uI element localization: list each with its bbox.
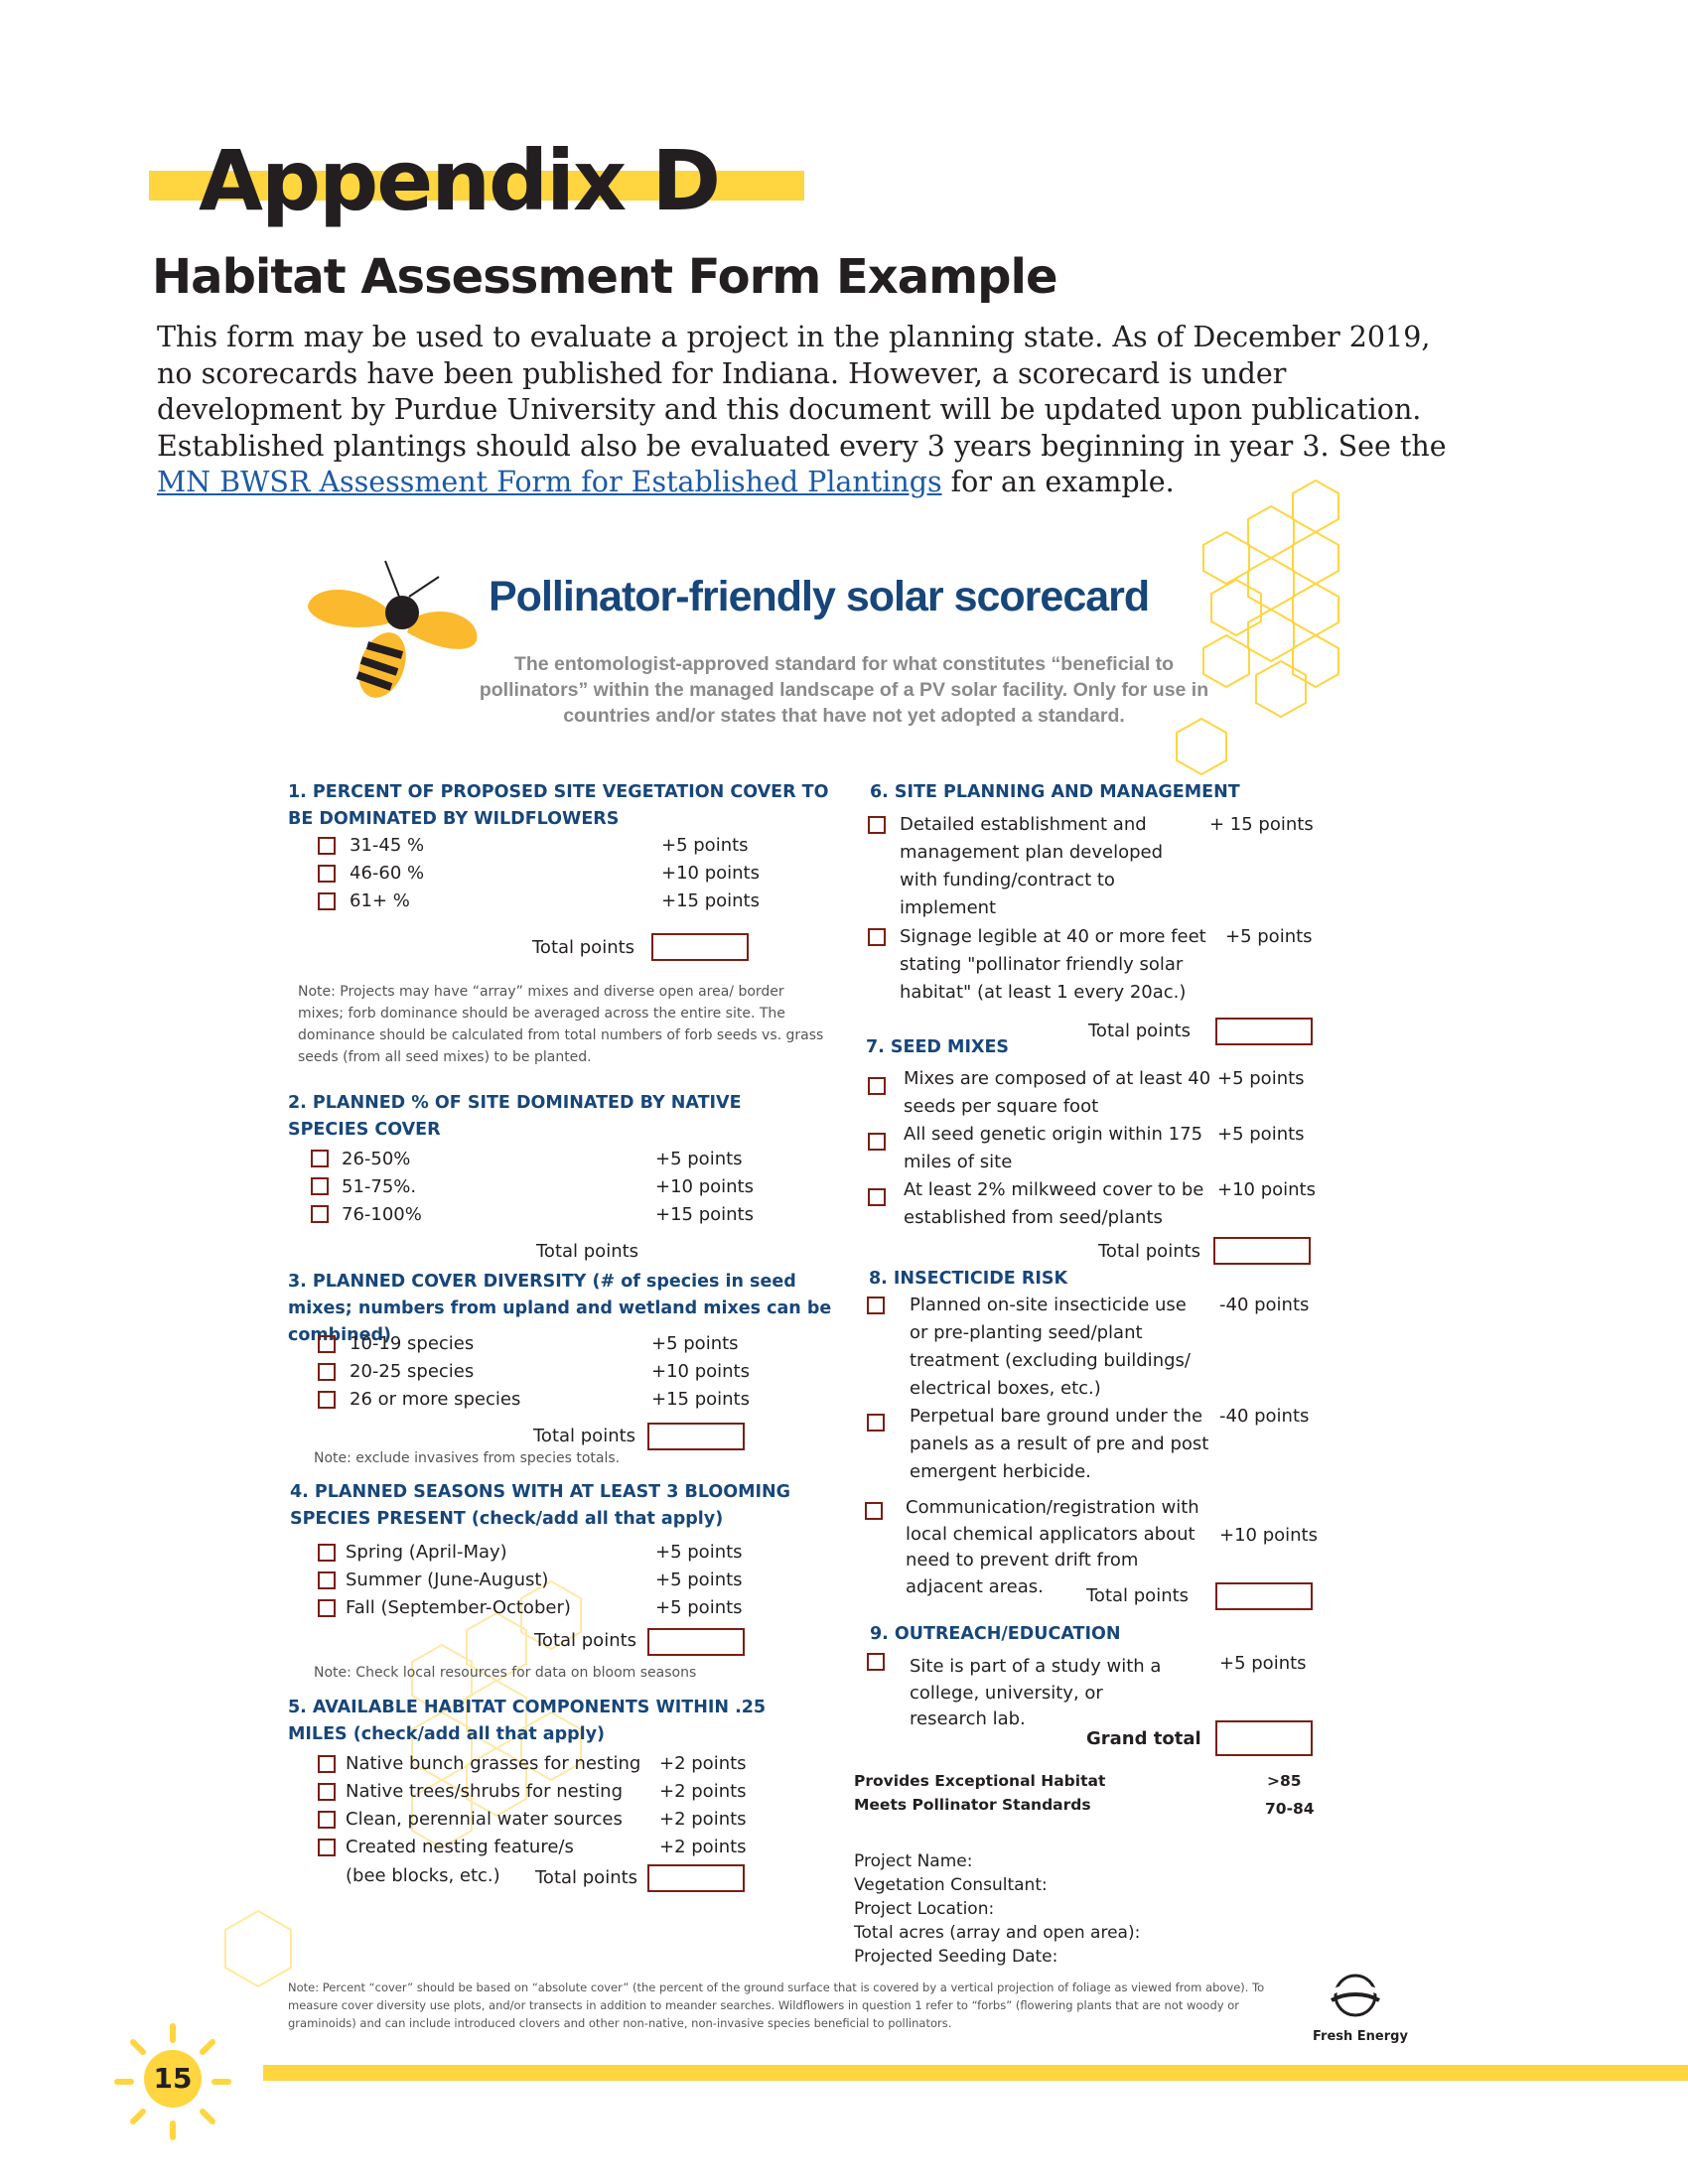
item-label: Clean, perennial water sources — [346, 1809, 623, 1830]
intro-end: for an example. — [941, 466, 1175, 498]
section-7-title: 7. SEED MIXES — [866, 1037, 1010, 1057]
item-label: 76-100% — [342, 1204, 422, 1225]
item-label: Created nesting feature/s — [346, 1837, 574, 1857]
item-points: + 15 points — [1209, 814, 1314, 835]
item-label: 61+ % — [350, 890, 410, 911]
item-label: 26-50% — [342, 1149, 411, 1169]
item-points: +10 points — [655, 1176, 754, 1197]
total-points-label: Total points — [1088, 1021, 1192, 1041]
scorecard-title: Pollinator-friendly solar scorecard — [489, 573, 1150, 620]
item-points: +10 points — [1219, 1525, 1318, 1546]
page-title: Appendix D — [199, 132, 720, 229]
total-points-box[interactable] — [1215, 1018, 1313, 1045]
checkbox[interactable] — [868, 816, 886, 834]
item-points: +5 points — [655, 1542, 743, 1563]
section-9-title: 9. OUTREACH/EDUCATION — [870, 1624, 1121, 1644]
project-name-field: Project Name: — [854, 1851, 973, 1871]
checkbox[interactable] — [318, 1783, 336, 1801]
item-points: +10 points — [1217, 1179, 1316, 1200]
rating-value: 70-84 — [1265, 1800, 1315, 1818]
item-label-extra: (bee blocks, etc.) — [346, 1865, 500, 1886]
total-points-box[interactable] — [1213, 1237, 1311, 1265]
total-points-box[interactable] — [647, 1864, 745, 1892]
checkbox[interactable] — [868, 1188, 886, 1206]
item-label: Spring (April-May) — [346, 1542, 507, 1563]
checkbox[interactable] — [318, 1363, 336, 1381]
section-1-title: 1. PERCENT OF PROPOSED SITE VEGETATION COVER TO BE DOMINATED BY WILDFLOWERS — [288, 782, 829, 829]
checkbox[interactable] — [311, 1177, 329, 1195]
section-3-title: 3. PLANNED COVER DIVERSITY (# of species in seed mixes; numbers from upland and wetland mixes can be combined) — [288, 1272, 832, 1345]
item-points: +15 points — [655, 1204, 754, 1225]
checkbox[interactable] — [868, 1077, 886, 1095]
item-points: +2 points — [659, 1781, 747, 1802]
total-points-label: Total points — [534, 1630, 637, 1651]
item-label: Native bunch grasses for nesting — [346, 1753, 641, 1774]
total-points-label: Total points — [533, 1426, 636, 1446]
checkbox[interactable] — [318, 837, 336, 855]
checkbox[interactable] — [318, 1335, 336, 1353]
item-points: +5 points — [655, 1149, 743, 1169]
page-subtitle: Habitat Assessment Form Example — [152, 249, 1057, 305]
checkbox[interactable] — [318, 1391, 336, 1409]
checkbox[interactable] — [318, 1839, 336, 1856]
section-8-title: 8. INSECTICIDE RISK — [869, 1269, 1068, 1289]
item-points: -40 points — [1219, 1295, 1310, 1315]
rating-label: Meets Pollinator Standards — [854, 1796, 1091, 1814]
item-label: Signage legible at 40 or more feet stating "pollinator friendly solar habitat" (at least 1 every 20ac.) — [900, 926, 1206, 1003]
checkbox[interactable] — [865, 1502, 883, 1520]
item-label: 10-19 species — [350, 1333, 475, 1354]
checkbox[interactable] — [318, 1544, 336, 1562]
item-label: Perpetual bare ground under the panels as a result of pre and post emergent herbicide. — [910, 1406, 1209, 1482]
total-acres-field: Total acres (array and open area): — [854, 1923, 1141, 1943]
checkbox[interactable] — [868, 1133, 886, 1151]
item-points: +15 points — [661, 890, 760, 911]
page-number: 15 — [144, 2050, 202, 2108]
total-points-label: Total points — [1086, 1585, 1190, 1606]
section-6-title: 6. SITE PLANNING AND MANAGEMENT — [870, 782, 1240, 802]
item-points: +5 points — [1219, 1653, 1307, 1674]
footnote: Note: Percent “cover” should be based on “absolute cover” (the percent of the ground surface that is covered by a vertical projection of foliage as viewed from above). To measure cover diversity use plots, and/or transects in addition to meander searches. Wildflowers in question 1 refer to “forbs” (flowering plants that are not woody or graminoids) and can include introduced clovers and other non-native, non-invasive species beneficial to pollinators. — [288, 1980, 1265, 2030]
item-points: +2 points — [659, 1809, 747, 1830]
intro-text: This form may be used to evaluate a project in the planning state. As of December 2019, no scorecards have been published for Indiana. However, a scorecard is under development by Purdue University and this document will be updated upon publication. Established plantings should also be evaluated every 3 years beginning in year 3. See the — [157, 321, 1447, 463]
rating-value: >85 — [1267, 1772, 1302, 1790]
mn-bwsr-link[interactable]: MN BWSR Assessment Form for Established Plantings — [157, 466, 942, 498]
item-points: +5 points — [1225, 926, 1313, 947]
hexagon-icon — [1201, 576, 1271, 645]
footer-bar — [263, 2065, 1688, 2081]
item-label: 20-25 species — [350, 1361, 475, 1382]
item-label: 26 or more species — [350, 1389, 521, 1410]
brand-name: Fresh Energy — [1313, 2029, 1408, 2044]
seeding-date-field: Projected Seeding Date: — [854, 1947, 1058, 1967]
item-points: +15 points — [651, 1389, 750, 1410]
item-label: Planned on-site insecticide use or pre-planting seed/plant treatment (excluding buildings/ electrical boxes, etc.) — [910, 1295, 1191, 1399]
item-label: Mixes are composed of at least 40 seeds per square foot — [904, 1068, 1211, 1117]
item-label: Communication/registration with local chemical applicators about need to prevent drift from adjacent areas. — [906, 1497, 1199, 1597]
item-label: 46-60 % — [350, 863, 425, 884]
item-points: +5 points — [651, 1333, 739, 1354]
item-label: Summer (June-August) — [346, 1570, 549, 1590]
item-points: -40 points — [1219, 1406, 1310, 1427]
checkbox[interactable] — [318, 1755, 336, 1773]
grand-total-label: Grand total — [1086, 1728, 1201, 1749]
hexagon-icon — [1246, 657, 1316, 727]
item-label: Fall (September-October) — [346, 1597, 571, 1618]
checkbox[interactable] — [318, 1571, 336, 1589]
checkbox[interactable] — [868, 928, 886, 946]
section-1-note: Note: Projects may have “array” mixes and diverse open area/ border mixes; forb dominance should be averaged across the entire site. The dominance should be calculated from total numbers of forb seeds vs. grass seeds (from all seed mixes) to be planted. — [298, 984, 824, 1065]
vegetation-consultant-field: Vegetation Consultant: — [854, 1875, 1048, 1895]
item-label: All seed genetic origin within 175 miles of site — [904, 1124, 1203, 1172]
total-points-label: Total points — [535, 1867, 638, 1888]
total-points-box[interactable] — [651, 933, 749, 961]
item-points: +5 points — [655, 1570, 743, 1590]
grand-total-box[interactable] — [1215, 1720, 1313, 1756]
item-points: +5 points — [655, 1597, 743, 1618]
item-label: Site is part of a study with a college, university, or research lab. — [910, 1656, 1162, 1729]
checkbox[interactable] — [318, 1599, 336, 1617]
item-points: +5 points — [1217, 1124, 1305, 1145]
project-location-field: Project Location: — [854, 1899, 995, 1919]
item-points: +2 points — [659, 1753, 747, 1774]
total-points-box[interactable] — [647, 1628, 745, 1656]
item-label: Detailed establishment and management plan developed with funding/contract to implement — [900, 814, 1164, 918]
rating-label: Provides Exceptional Habitat — [854, 1772, 1106, 1790]
item-label: 51-75%. — [342, 1176, 417, 1197]
item-label: At least 2% milkweed cover to be established from seed/plants — [904, 1179, 1204, 1228]
total-points-label: Total points — [1098, 1241, 1201, 1262]
section-4-note: Note: Check local resources for data on bloom seasons — [314, 1665, 697, 1681]
total-points-box[interactable] — [1215, 1582, 1313, 1610]
total-points-box[interactable] — [647, 1423, 745, 1450]
section-3-note: Note: exclude invasives from species totals. — [314, 1450, 621, 1466]
checkbox[interactable] — [318, 865, 336, 883]
total-points-label: Total points — [532, 937, 635, 958]
item-points: +5 points — [661, 835, 749, 856]
checkbox[interactable] — [867, 1653, 885, 1671]
item-points: +10 points — [661, 863, 760, 884]
section-2-title: 2. PLANNED % OF SITE DOMINATED BY NATIVE SPECIES COVER — [288, 1093, 742, 1140]
checkbox[interactable] — [318, 1811, 336, 1829]
fresh-energy-logo-icon — [1326, 1971, 1385, 2020]
item-points: +5 points — [1217, 1068, 1305, 1089]
checkbox[interactable] — [867, 1414, 885, 1432]
item-points: +2 points — [659, 1837, 747, 1857]
section-5-title: 5. AVAILABLE HABITAT COMPONENTS WITHIN .25 MILES (check/add all that apply) — [288, 1698, 767, 1744]
item-label: 31-45 % — [350, 835, 425, 856]
item-label: Native trees/shrubs for nesting — [346, 1781, 623, 1802]
item-points: +10 points — [651, 1361, 750, 1382]
scorecard-description: The entomologist-approved standard for what constitutes “beneficial to pollinators” within the managed landscape of a PV solar facility. Only for use in countries and/or states that have not yet adopted a standard. — [479, 653, 1209, 727]
checkbox[interactable] — [311, 1205, 329, 1223]
total-points-label: Total points — [536, 1241, 639, 1262]
section-4-title: 4. PLANNED SEASONS WITH AT LEAST 3 BLOOMING SPECIES PRESENT (check/add all that apply) — [290, 1482, 791, 1529]
checkbox[interactable] — [867, 1297, 885, 1314]
checkbox[interactable] — [318, 892, 336, 910]
checkbox[interactable] — [311, 1150, 329, 1167]
